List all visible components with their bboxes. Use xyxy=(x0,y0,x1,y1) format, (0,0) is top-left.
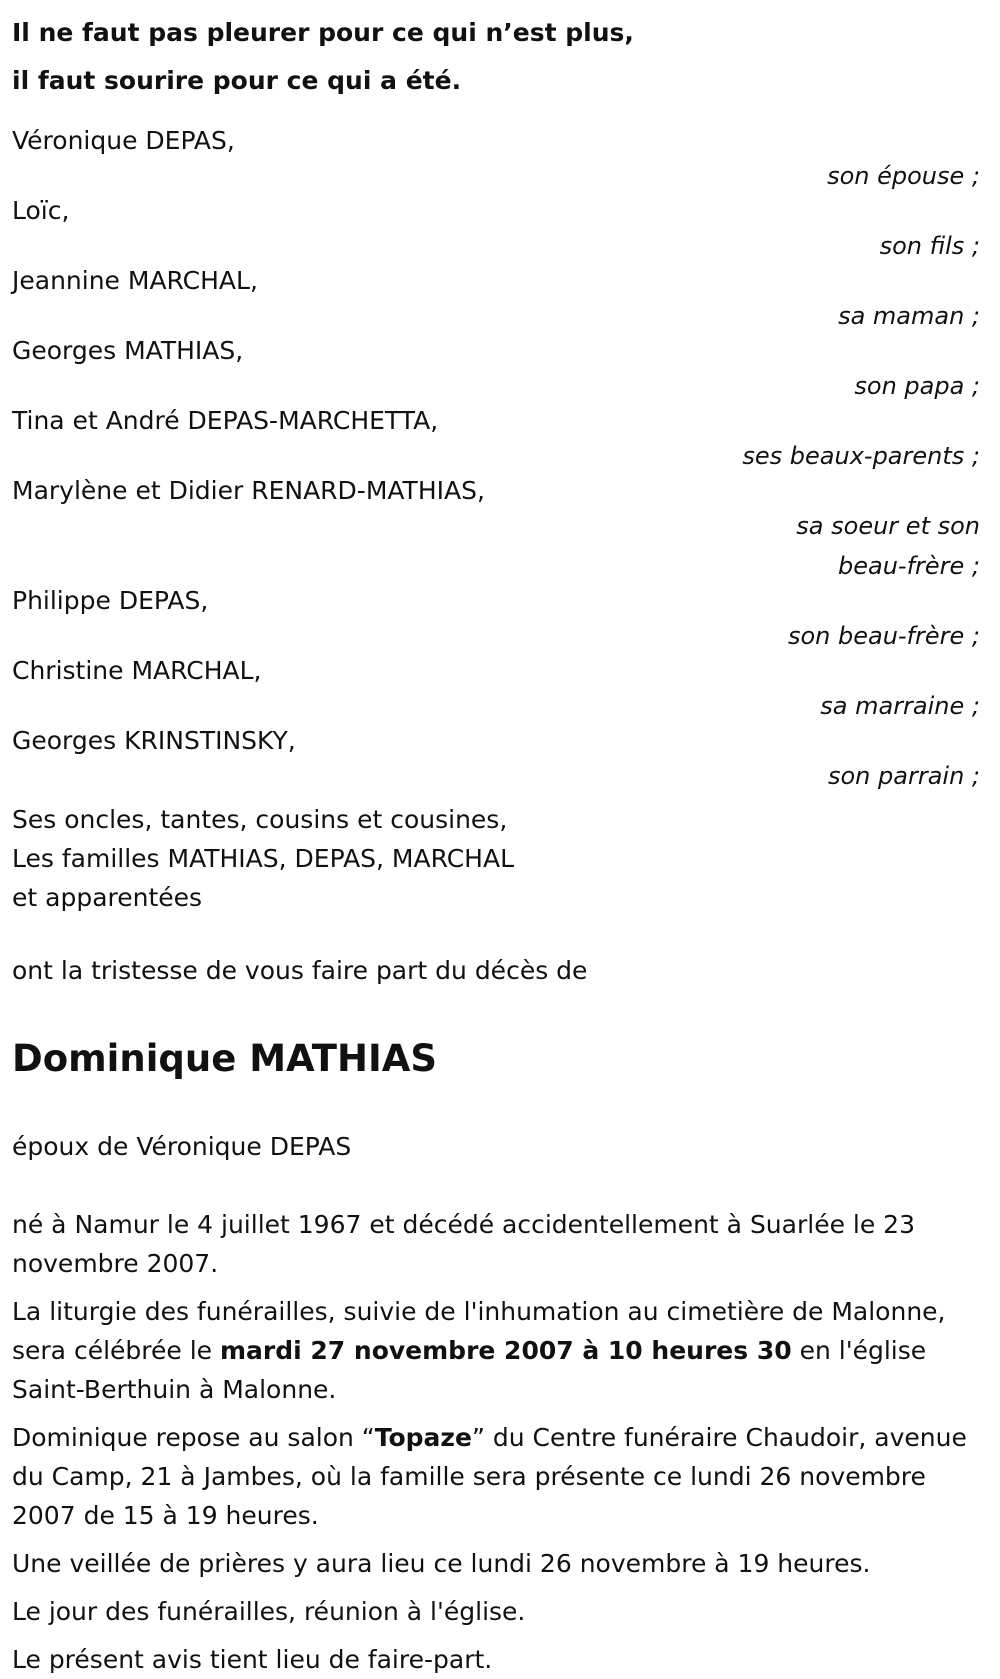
family-role: son parrain ; xyxy=(827,762,980,790)
meeting-paragraph: Le jour des funérailles, réunion à l'église. xyxy=(12,1597,526,1626)
family-row xyxy=(12,266,988,336)
family-row xyxy=(12,126,988,196)
repose-text-after: ” du Centre funéraire Chaudoir, avenue du Camp, 21 à Jambes, où la famille sera présente ce lundi 26 novembre 2007 de 15 à 19 heures. xyxy=(12,1423,967,1530)
spouse-line: époux de Véronique DEPAS xyxy=(12,1132,352,1161)
epigraph-line-1: Il ne faut pas pleurer pour ce qui n’est plus, xyxy=(12,18,634,47)
family-role: sa marraine ; xyxy=(820,692,980,720)
birth-death-paragraph: né à Namur le 4 juillet 1967 et décédé accidentellement à Suarlée le 23 novembre 2007. xyxy=(12,1210,915,1278)
repose-paragraph xyxy=(12,1418,988,1535)
family-row xyxy=(12,196,988,266)
extended-family-line-1: Ses oncles, tantes, cousins et cousines, xyxy=(12,805,508,834)
family-role: son épouse ; xyxy=(827,162,980,190)
family-role: sa maman ; xyxy=(838,302,980,330)
family-row xyxy=(12,586,988,656)
family-name: Marylène et Didier RENARD-MATHIAS, xyxy=(12,476,485,505)
family-row xyxy=(12,476,988,586)
family-role-line-2: beau-frère ; xyxy=(837,552,980,580)
notice-paragraph: Le présent avis tient lieu de faire-part. xyxy=(12,1645,493,1674)
deceased-name: Dominique MATHIAS xyxy=(12,1037,438,1080)
extended-family-line-2: Les familles MATHIAS, DEPAS, MARCHAL xyxy=(12,844,515,873)
funeral-text-after: en l'église Saint-Berthuin à Malonne. xyxy=(12,1336,927,1404)
family-role: ses beaux-parents ; xyxy=(742,442,980,470)
epigraph-line-2: il faut sourire pour ce qui a été. xyxy=(12,66,462,95)
family-name: Tina et André DEPAS-MARCHETTA, xyxy=(12,406,439,435)
funeral-text-before: La liturgie des funérailles, suivie de l'inhumation au cimetière de Malonne, sera célébrée le xyxy=(12,1297,946,1365)
extended-family xyxy=(12,800,988,917)
family-name: Véronique DEPAS, xyxy=(12,126,235,155)
family-row xyxy=(12,406,988,476)
family-name: Jeannine MARCHAL, xyxy=(12,266,258,295)
family-role: son beau-frère ; xyxy=(787,622,980,650)
family-row xyxy=(12,726,988,796)
family-name: Christine MARCHAL, xyxy=(12,656,262,685)
family-name: Philippe DEPAS, xyxy=(12,586,209,615)
extended-family-line-3: et apparentées xyxy=(12,883,203,912)
funeral-date: mardi 27 novembre 2007 à 10 heures 30 xyxy=(219,1336,792,1365)
announcement-line: ont la tristesse de vous faire part du décès de xyxy=(12,956,588,985)
family-role xyxy=(12,506,988,586)
family-role: son fils ; xyxy=(879,232,980,260)
family-name: Loïc, xyxy=(12,196,70,225)
salon-name: Topaze xyxy=(374,1423,472,1452)
family-name: Georges KRINSTINSKY, xyxy=(12,726,296,755)
family-row xyxy=(12,336,988,406)
vigil-paragraph: Une veillée de prières y aura lieu ce lundi 26 novembre à 19 heures. xyxy=(12,1549,871,1578)
family-role-line-1: sa soeur et son xyxy=(796,512,980,540)
family-role: son papa ; xyxy=(854,372,980,400)
family-name: Georges MATHIAS, xyxy=(12,336,244,365)
family-list xyxy=(12,126,988,796)
epigraph xyxy=(12,8,988,106)
funeral-paragraph xyxy=(12,1292,988,1409)
repose-text-before: Dominique repose au salon “ xyxy=(12,1423,375,1452)
family-row xyxy=(12,656,988,726)
